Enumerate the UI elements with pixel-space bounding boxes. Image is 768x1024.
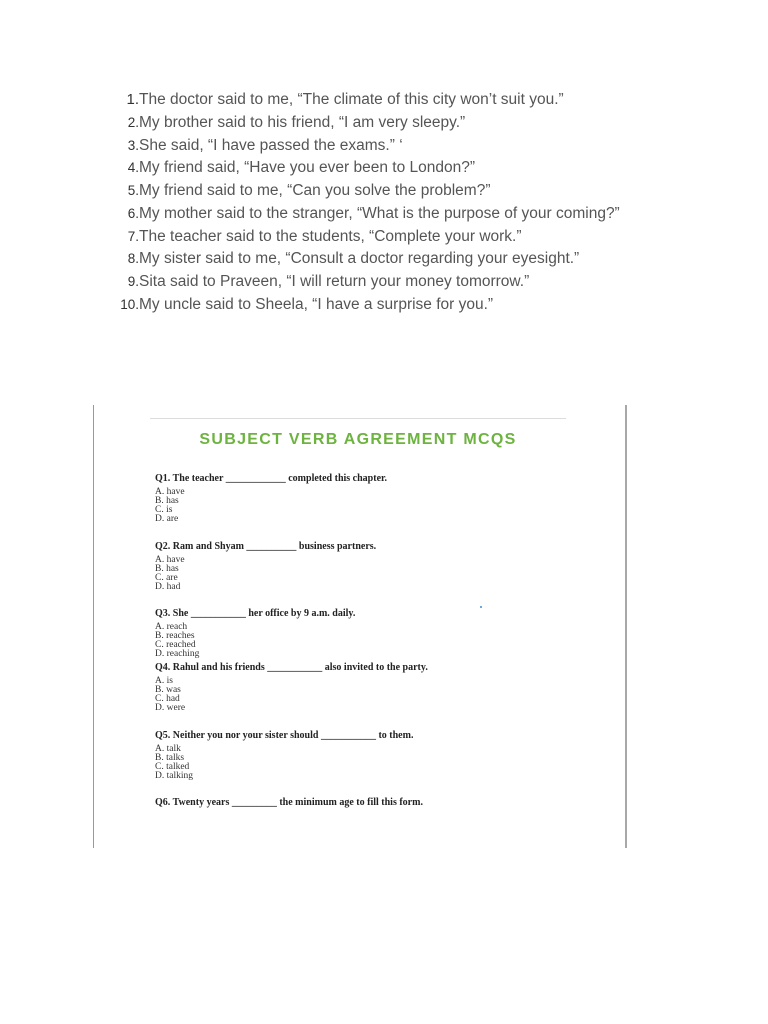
- option: D. had: [155, 582, 181, 592]
- item-text: The doctor said to me, “The climate of this city won’t suit you.”: [139, 91, 564, 108]
- option: A. reach: [155, 622, 188, 632]
- item-text: My friend said to me, “Can you solve the problem?”: [139, 182, 491, 199]
- question-4: Q4. Rahul and his friends ___________ also invited to the party.: [155, 662, 428, 673]
- option: C. are: [155, 573, 178, 583]
- option: A. talk: [155, 744, 181, 754]
- divider: [150, 418, 566, 419]
- question-6: Q6. Twenty years _________ the minimum age to fill this form.: [155, 797, 423, 808]
- item-number: 3.: [127, 137, 139, 153]
- image-left-border: [93, 405, 94, 848]
- option: B. reaches: [155, 631, 195, 641]
- item-text: My brother said to his friend, “I am very sleepy.”: [139, 113, 466, 131]
- list-item: [108, 180, 620, 203]
- option: C. is: [155, 505, 173, 515]
- option: D. are: [155, 514, 179, 524]
- option: C. talked: [155, 762, 190, 772]
- item-text: My uncle said to Sheela, “I have a surprise for you.”: [139, 295, 494, 313]
- option: D. talking: [155, 771, 193, 781]
- item-number: 6.: [127, 205, 139, 221]
- option: C. had: [155, 694, 180, 704]
- option: B. was: [155, 685, 181, 695]
- option: C. reached: [155, 640, 196, 650]
- image-right-border: [625, 405, 627, 848]
- list-item: [108, 157, 620, 180]
- list-item: [108, 294, 620, 317]
- item-number: 7.: [127, 228, 139, 244]
- option: A. have: [155, 555, 185, 565]
- item-number: 8.: [127, 251, 139, 267]
- question-2: Q2. Ram and Shyam __________ business partners.: [155, 541, 377, 552]
- sentence-list: [108, 89, 620, 317]
- item-number: 4.: [127, 160, 139, 176]
- item-number: 5.: [127, 183, 139, 198]
- question-1: Q1. The teacher ____________ completed this chapter.: [155, 473, 388, 484]
- item-text: My mother said to the stranger, “What is the purpose of your coming?”: [139, 204, 620, 222]
- list-item: [108, 112, 620, 135]
- mcq-image: [93, 405, 627, 848]
- list-item: [108, 271, 620, 294]
- option: B. has: [155, 496, 179, 506]
- item-number: 2.: [127, 114, 139, 130]
- question-1-options: [155, 488, 185, 524]
- list-item: [108, 248, 620, 271]
- item-number: 1.: [126, 91, 139, 108]
- mcq-title: SUBJECT VERB AGREEMENT MCQS: [199, 431, 517, 448]
- dot-mark: [480, 606, 482, 608]
- item-number: 10.: [120, 296, 139, 312]
- item-text: My friend said, “Have you ever been to London?”: [139, 159, 476, 177]
- list-item: [108, 226, 620, 249]
- list-item: [108, 135, 620, 158]
- item-text: Sita said to Praveen, “I will return your money tomorrow.”: [139, 273, 530, 290]
- list-item: [108, 203, 620, 226]
- item-text: She said, “I have passed the exams.” ‘: [139, 136, 403, 154]
- item-text: My sister said to me, “Consult a doctor regarding your eyesight.”: [139, 250, 580, 268]
- option: A. have: [155, 487, 185, 497]
- option: A. is: [155, 676, 173, 686]
- question-5: Q5. Neither you nor your sister should ___________ to them.: [155, 730, 414, 741]
- option: B. has: [155, 564, 179, 574]
- list-item: [108, 89, 620, 112]
- option: D. were: [155, 703, 186, 713]
- option: D. reaching: [155, 649, 200, 659]
- question-3: Q3. She ___________ her office by 9 a.m. daily.: [155, 608, 356, 619]
- question-3-options: [155, 623, 199, 659]
- option: B. talks: [155, 753, 185, 763]
- item-number: 9.: [127, 274, 139, 289]
- question-5-options: [155, 745, 193, 781]
- item-text: The teacher said to the students, “Complete your work.”: [139, 227, 522, 245]
- question-2-options: [155, 556, 185, 592]
- question-4-options: [155, 677, 185, 713]
